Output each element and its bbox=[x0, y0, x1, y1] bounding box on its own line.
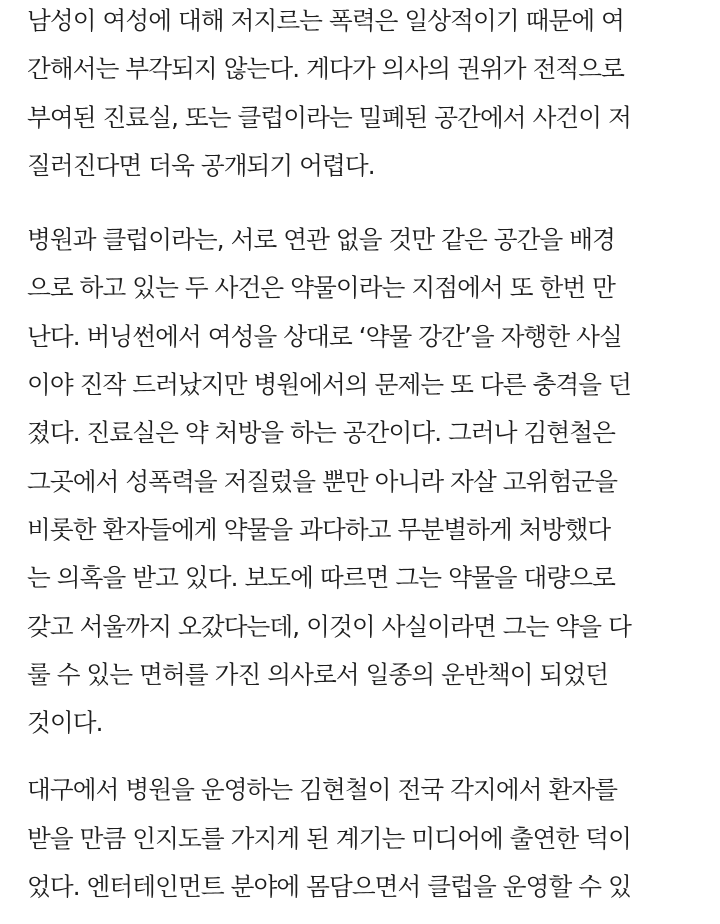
text-line: 는 의혹을 받고 있다. 보도에 따르면 그는 약물을 대량으로 bbox=[27, 563, 615, 593]
text-line: 받을 만큼 인지도를 가지게 된 계기는 미디어에 출연한 덕이 bbox=[27, 823, 631, 853]
text-line: 부여된 진료실, 또는 클럽이라는 밀폐된 공간에서 사건이 저 bbox=[27, 102, 631, 132]
text-line: 난다. 버닝썬에서 여성을 상대로 ‘약물 강간’을 자행한 사실 bbox=[27, 321, 622, 351]
text-line: 었다. 엔터테인먼트 분야에 몸담으면서 클럽을 운영할 수 있 bbox=[27, 872, 631, 902]
text-line: 으로 하고 있는 두 사건은 약물이라는 지점에서 또 한번 만 bbox=[27, 273, 615, 303]
text-line: 졌다. 진료실은 약 처방을 하는 공간이다. 그러나 김현철은 bbox=[27, 418, 615, 448]
text-line: 남성이 여성에 대해 저지르는 폭력은 일상적이기 때문에 여 bbox=[27, 6, 625, 35]
text-line: 이야 진작 드러났지만 병원에서의 문제는 또 다른 충격을 던 bbox=[27, 370, 631, 400]
text-line: 대구에서 병원을 운영하는 김현철이 전국 각지에서 환자를 bbox=[27, 775, 618, 805]
paragraph-2 bbox=[27, 216, 707, 747]
text-line: 질러진다면 더욱 공개되기 어렵다. bbox=[27, 150, 375, 180]
paragraph-1 bbox=[27, 0, 707, 190]
text-line: 것이다. bbox=[27, 708, 103, 738]
text-line: 갖고 서울까지 오갔다는데, 이것이 사실이라면 그는 약을 다 bbox=[27, 611, 631, 641]
text-line: 룰 수 있는 면허를 가진 의사로서 일종의 운반책이 되었던 bbox=[27, 659, 609, 689]
text-line: 간해서는 부각되지 않는다. 게다가 의사의 권위가 전적으로 bbox=[27, 54, 625, 84]
paragraph-3 bbox=[27, 766, 707, 911]
text-line: 병원과 클럽이라는, 서로 연관 없을 것만 같은 공간을 배경 bbox=[27, 225, 615, 255]
text-line: 그곳에서 성폭력을 저질렀을 뿐만 아니라 자살 고위험군을 bbox=[27, 466, 618, 496]
article-body bbox=[27, 0, 707, 902]
text-line: 비롯한 환자들에게 약물을 과다하고 무분별하게 처방했다 bbox=[27, 514, 611, 544]
